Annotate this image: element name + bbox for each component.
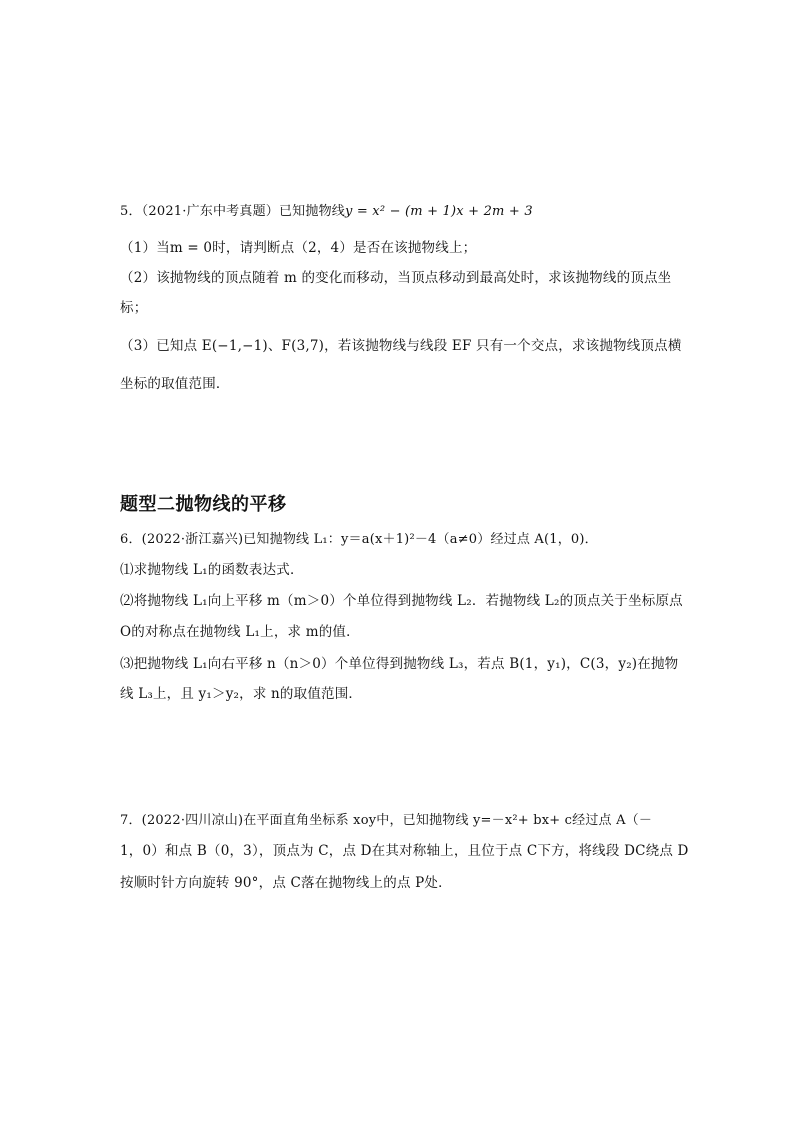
section-heading: 题型二抛物线的平移 (120, 494, 287, 515)
q6-part3-line2: 线 L₃上，且 y₁＞y₂，求 n的取值范围． (120, 686, 363, 702)
q5-part3-line2: 坐标的取值范围． (120, 376, 230, 392)
q6-part3-line1: ⑶把抛物线 L₁向右平移 n（n＞0）个单位得到抛物线 L₃，若点 B(1，y₁)，C(3，y₂)在抛物 (120, 656, 679, 672)
q5-formula: y = x² − (m + 1)x + 2m + 3 (345, 204, 533, 219)
q5-part2-line2: 标； (120, 300, 148, 316)
q7-line2: 1，0）和点 B（0，3），顶点为 C，点 D在其对称轴上，且位于点 C下方，将线段 DC绕点 D (120, 843, 689, 859)
q7-line3: 按顺时针方向旋转 90°，点 C落在抛物线上的点 P处． (120, 875, 452, 891)
q6-part1: ⑴求抛物线 L₁的函数表达式． (120, 562, 304, 578)
q5-stem-line (120, 202, 680, 222)
q6-stem: 6．(2022·浙江嘉兴)已知抛物线 L₁：y＝a(x＋1)²－4（a≠0）经过点 A(1，0)． (120, 532, 598, 547)
q6-part2-line2: O的对称点在抛物线 L₁上，求 m的值． (120, 624, 360, 640)
q5-part1: （1）当m = 0时，请判断点（2，4）是否在该抛物线上； (120, 240, 477, 256)
q5-part2-line1: （2）该抛物线的顶点随着 m 的变化而移动，当顶点移动到最高处时，求该抛物线的顶点坐 (120, 270, 672, 286)
q5-part3-line1: （3）已知点 E(−1,−1)、F(3,7)，若该抛物线与线段 EF 只有一个交点，求该抛物线顶点横 (120, 338, 682, 354)
q7-line1: 7．(2022·四川凉山)在平面直角坐标系 xoy中，已知抛物线 y=－x²+ bx+ c经过点 A（－ (120, 813, 653, 828)
q6-part2-line1: ⑵将抛物线 L₁向上平移 m（m＞0）个单位得到抛物线 L₂．若抛物线 L₂的顶点关于坐标原点 (120, 593, 683, 609)
q5-stem: 5．（2021·广东中考真题）已知抛物线 (120, 204, 345, 219)
